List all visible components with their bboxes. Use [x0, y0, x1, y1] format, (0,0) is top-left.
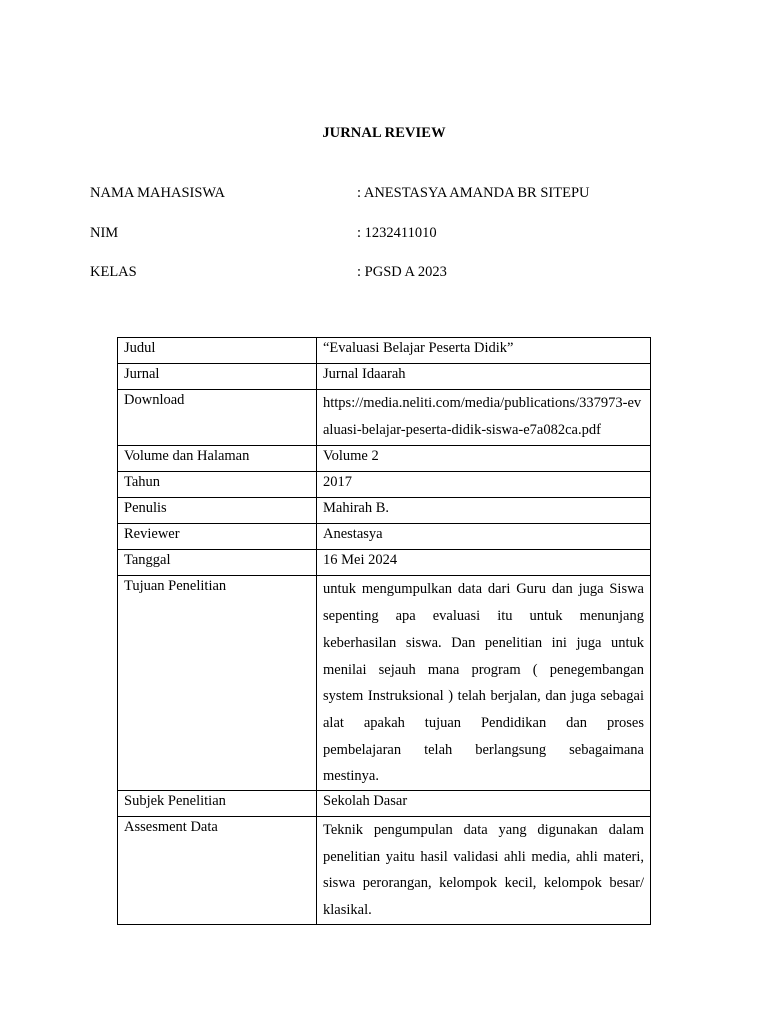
row-value: Teknik pengumpulan data yang digunakan dalam penelitian yaitu hasil validasi ahli media, ahli materi, siswa perorangan, kelompok kecil, kelompok besar/ klasikal. [317, 817, 651, 925]
info-label-kelas: KELAS [90, 264, 137, 280]
download-link[interactable]: https://media.neliti.com/media/publications/337973-evaluasi-belajar-peserta-didik-siswa-e7a082ca.pdf [317, 390, 651, 446]
row-value: Anestasya [317, 524, 651, 550]
row-label: Tujuan Penelitian [118, 576, 317, 791]
row-value: 16 Mei 2024 [317, 550, 651, 576]
info-value-nama: : ANESTASYA AMANDA BR SITEPU [357, 185, 590, 201]
document-title: JURNAL REVIEW [322, 125, 446, 141]
row-label: Penulis [118, 498, 317, 524]
row-value: untuk mengumpulkan data dari Guru dan juga Siswa sepenting apa evaluasi itu untuk menunjang keberhasilan siswa. Dan penelitian ini juga untuk menilai sejauh mana program ( penegembangan system Instruksional ) telah berjalan, dan juga sebagai alat apakah tujuan Pendidikan dan proses pembelajaran telah berlangsung sebagaimana mestinya. [317, 576, 651, 791]
row-value: “Evaluasi Belajar Peserta Didik” [317, 338, 651, 364]
info-value-nim: : 1232411010 [357, 225, 437, 241]
row-value: Sekolah Dasar [317, 791, 651, 817]
row-label: Subjek Penelitian [118, 791, 317, 817]
row-value: Mahirah B. [317, 498, 651, 524]
row-label: Assesment Data [118, 817, 317, 925]
table-row-tahun [118, 472, 651, 498]
info-value-kelas: : PGSD A 2023 [357, 264, 447, 280]
info-label-nama: NAMA MAHASISWA [90, 185, 225, 201]
table-row-download [118, 390, 651, 446]
table-row-subjek [118, 791, 651, 817]
row-label: Tanggal [118, 550, 317, 576]
info-row-nim [90, 225, 710, 245]
row-label: Tahun [118, 472, 317, 498]
info-label-nim: NIM [90, 225, 119, 241]
row-label: Jurnal [118, 364, 317, 390]
table-row-assesment [118, 817, 651, 925]
row-value: 2017 [317, 472, 651, 498]
row-label: Volume dan Halaman [118, 446, 317, 472]
row-label: Download [118, 390, 317, 446]
info-row-nama [90, 185, 710, 205]
table-row-tujuan [118, 576, 651, 791]
table-row-judul [118, 338, 651, 364]
row-value: Jurnal Idaarah [317, 364, 651, 390]
table-row-reviewer [118, 524, 651, 550]
info-row-kelas [90, 264, 710, 284]
row-label: Reviewer [118, 524, 317, 550]
row-value: Volume 2 [317, 446, 651, 472]
row-label: Judul [118, 338, 317, 364]
table-row-volume [118, 446, 651, 472]
table-row-tanggal [118, 550, 651, 576]
table-row-jurnal [118, 364, 651, 390]
table-row-penulis [118, 498, 651, 524]
review-table [117, 337, 651, 925]
